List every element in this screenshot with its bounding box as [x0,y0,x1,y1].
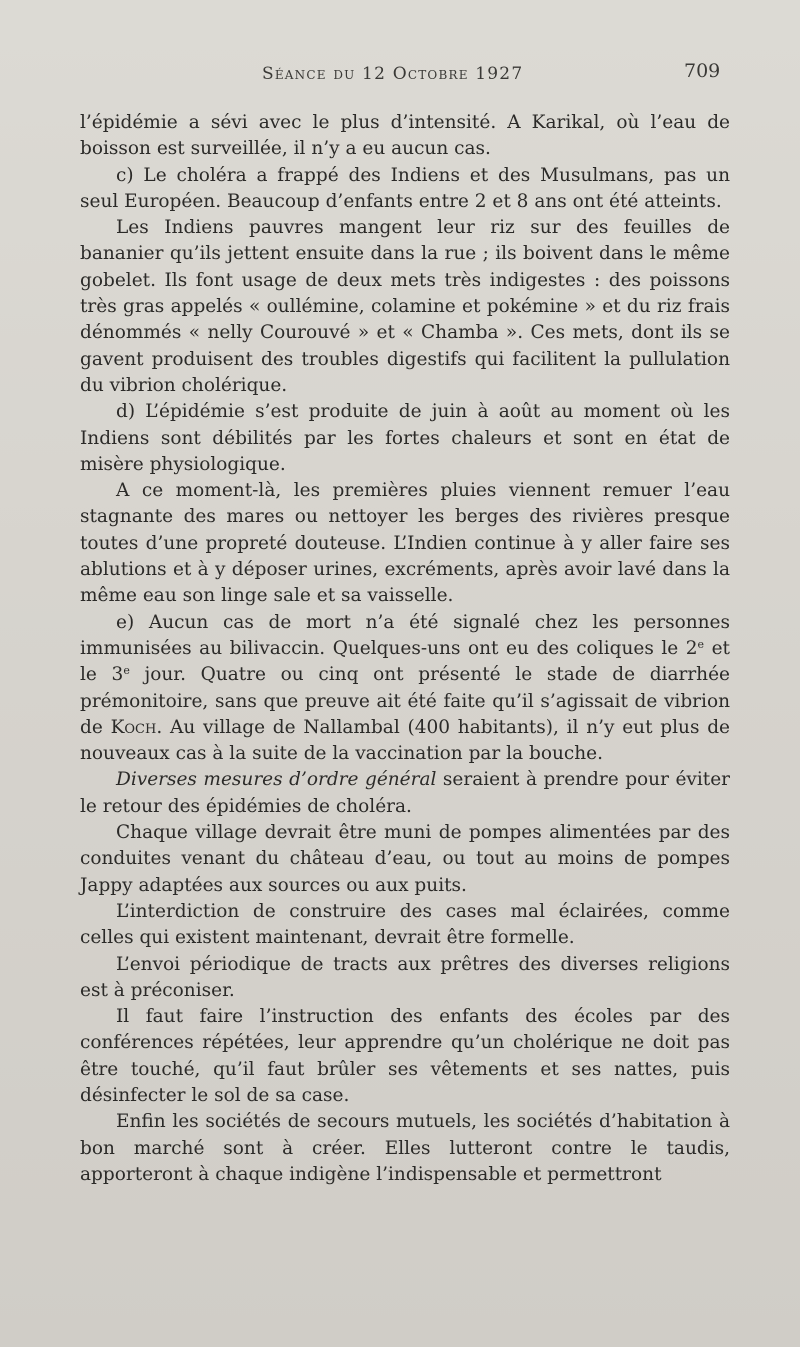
paragraph-3: Les Indiens pauvres mangent leur riz sur des feuilles de bananier qu’ils jettent ensuite dans la rue ; ils boivent dans le même gobelet. Ils font usage de deux mets très indigestes : des poissons très gras appelés « oullémine, colamine et pokémine » et du riz frais dénommés « nelly Courouvé » et « Chamba ». Ces mets, dont ils se gavent produisent des troubles digestifs qui facilitent la pullulation du vibrion cholérique. [80,217,730,396]
ordinal-suffix: e [697,637,705,651]
paragraph-6-part-d: . Au village de Nallambal (400 habitants), il n’y eut plus de nouveaux cas à la suite de la vaccination par la bouche. [80,716,731,765]
paragraph-5: A ce moment-là, les premières pluies viennent remuer l’eau stagnante des mares ou nettoyer les berges des rivières presque toutes d’une propreté douteuse. L’Indien continue à y aller faire ses ablutions et à y déposer urines, excréments, après avoir lavé dans la même eau son linge sale et sa vaisselle. [80,480,730,607]
paragraph-7-rest: seraient à prendre pour éviter le retour des épidémies de choléra. [80,769,730,817]
paragraph-6-part-b: et le 3 [80,637,730,686]
paragraph-10: L’envoi périodique de tracts aux prêtres des diverses religions est à préconiser. [80,953,730,1001]
paragraph-6-part-a: e) Aucun cas de mort n’a été signalé chez les personnes immunisées au bilivaccin. Quelques-uns ont eu des coliques le 2 [80,611,730,659]
paragraph-7 [80,767,730,820]
body-text [80,110,730,1188]
paragraph-8: Chaque village devrait être muni de pompes alimentées par des conduites venant du château d’eau, ou tout au moins de pompes Jappy adaptées aux sources ou aux puits. [80,822,730,896]
running-title: Séance du 12 Octobre 1927 [262,64,524,84]
paragraph-9: L’interdiction de construire des cases mal éclairées, comme celles qui existent maintenant, devrait être formelle. [80,900,730,949]
page-number: 709 [684,60,721,82]
ordinal-suffix: e [123,664,130,678]
italic-phrase: Diverses mesures d’ordre général [116,769,437,791]
paragraph-6 [80,610,730,768]
paragraph-12: Enfin les sociétés de secours mutuels, les sociétés d’habitation à bon marché sont à créer. Elles lutteront contre le taudis, apporteront à chaque indigène l’indispensable et permettront [80,1111,730,1185]
paragraph-11: Il faut faire l’instruction des enfants des écoles par des conférences répétées, leur apprendre qu’un cholérique ne doit pas être touché, qu’il faut brûler ses vêtements et ses nattes, puis désinfecter le sol de sa case. [80,1006,730,1106]
paragraph-6-part-c: jour. Quatre ou cinq ont présenté le stade de diarrhée prémonitoire, sans que preuve ait été faite qu’il s’agissait de vibrion de [80,664,730,738]
paragraph-4: d) L’épidémie s’est produite de juin à août au moment où les Indiens sont débilités par les fortes chaleurs et sont en état de misère physiologique. [80,401,730,475]
paragraph-2: c) Le choléra a frappé des Indiens et des Musulmans, pas un seul Européen. Beaucoup d’enfants entre 2 et 8 ans ont été atteints. [80,164,730,212]
paragraph-1: l’épidémie a sévi avec le plus d’intensité. A Karikal, où l’eau de boisson est surveillée, il n’y a eu aucun cas. [80,112,730,160]
author-name-koch: Koch [110,716,157,738]
